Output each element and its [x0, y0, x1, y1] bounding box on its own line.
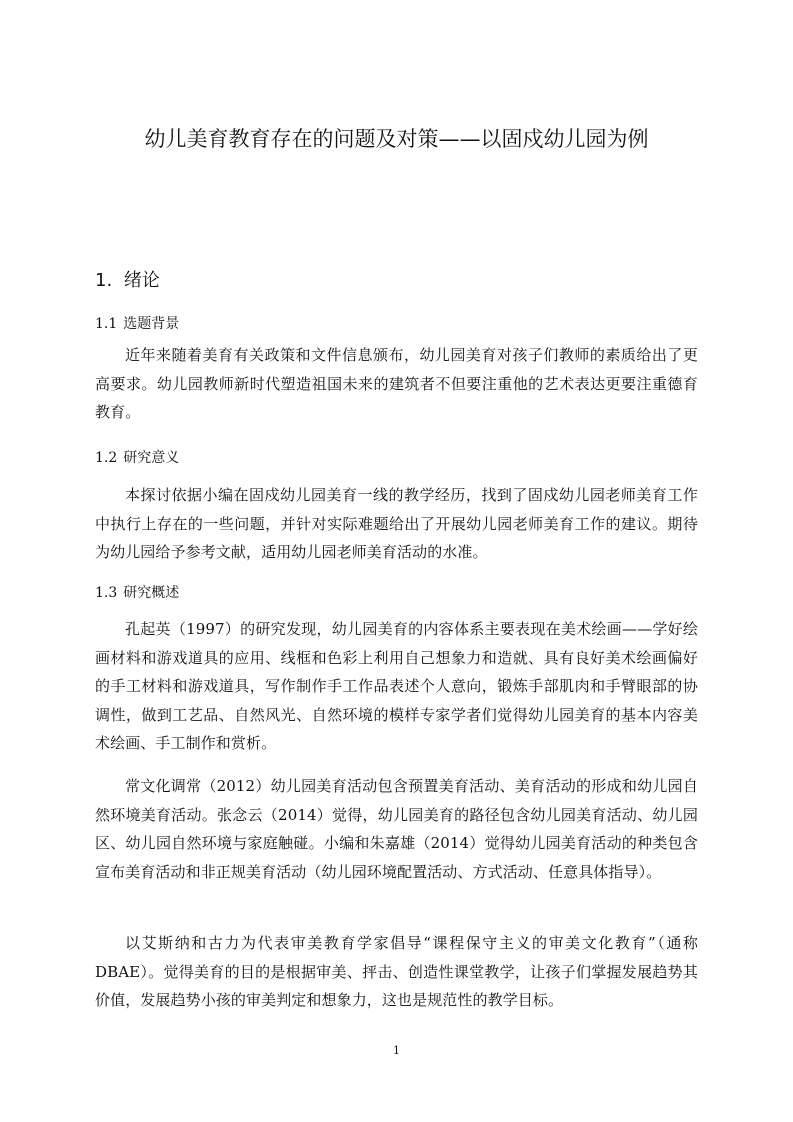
chapter-title: 绪论: [123, 270, 160, 291]
section-number: 1.1: [95, 316, 118, 332]
paragraph-overview-3: 以艾斯纳和古力为代表审美教育学家倡导“课程保守主义的审美文化教育”（通称DBAE）。觉得美育的目的是根据审美、抨击、创造性课堂教学，让孩子们掌握发展趋势其价值，发展趋势小孩的审美判定和想象力，这也是规范性的教学目标。: [95, 934, 698, 1009]
section-number: 1.2: [95, 450, 118, 466]
page-number: 1: [393, 1044, 400, 1057]
paragraph-background: 近年来随着美育有关政策和文件信息颁布，幼儿园美育对孩子们教师的素质给出了更高要求。幼儿园教师新时代塑造祖国未来的建筑者不但要注重他的艺术表达更要注重德育教育。: [95, 346, 698, 421]
section-number: 1.3: [95, 585, 118, 601]
chapter-heading: [95, 268, 160, 294]
section-title: 研究意义: [123, 450, 180, 466]
section-heading-overview: [95, 583, 179, 603]
section-heading-background: [95, 314, 179, 334]
paragraph-overview-2: 常文化调常（2012）幼儿园美育活动包含预置美育活动、美育活动的形成和幼儿园自然环境美育活动。张念云（2014）觉得，幼儿园美育的路径包含幼儿园美育活动、幼儿园区、幼儿园自然环境与家庭触碰。小编和朱嘉雄（2014）觉得幼儿园美育活动的种类包含宣布美育活动和非正规美育活动（幼儿园环境配置活动、方式活动、任意具体指导）。: [95, 777, 698, 881]
document-title: 幼儿美育教育存在的问题及对策——以固戍幼儿园为例: [144, 127, 649, 151]
chapter-number: 1.: [95, 270, 113, 291]
section-heading-significance: [95, 448, 179, 468]
paragraph-overview-1: 孔起英（1997）的研究发现，幼儿园美育的内容体系主要表现在美术绘画——学好绘画材料和游戏道具的应用、线框和色彩上利用自己想象力和造就、具有良好美术绘画偏好的手工材料和游戏道具，写作制作手工作品表述个人意向，锻炼手部肌肉和手臂眼部的协调性，做到工艺品、自然风光、自然环境的模样专家学者们觉得幼儿园美育的基本内容美术绘画、手工制作和赏析。: [95, 620, 698, 752]
section-title: 研究概述: [123, 585, 180, 601]
paragraph-significance: 本探讨依据小编在固戍幼儿园美育一线的教学经历，找到了固戍幼儿园老师美育工作中执行上存在的一些问题，并针对实际难题给出了开展幼儿园老师美育工作的建议。期待为幼儿园给予参考文献，适用幼儿园老师美育活动的水准。: [95, 486, 698, 561]
section-title: 选题背景: [123, 316, 180, 332]
